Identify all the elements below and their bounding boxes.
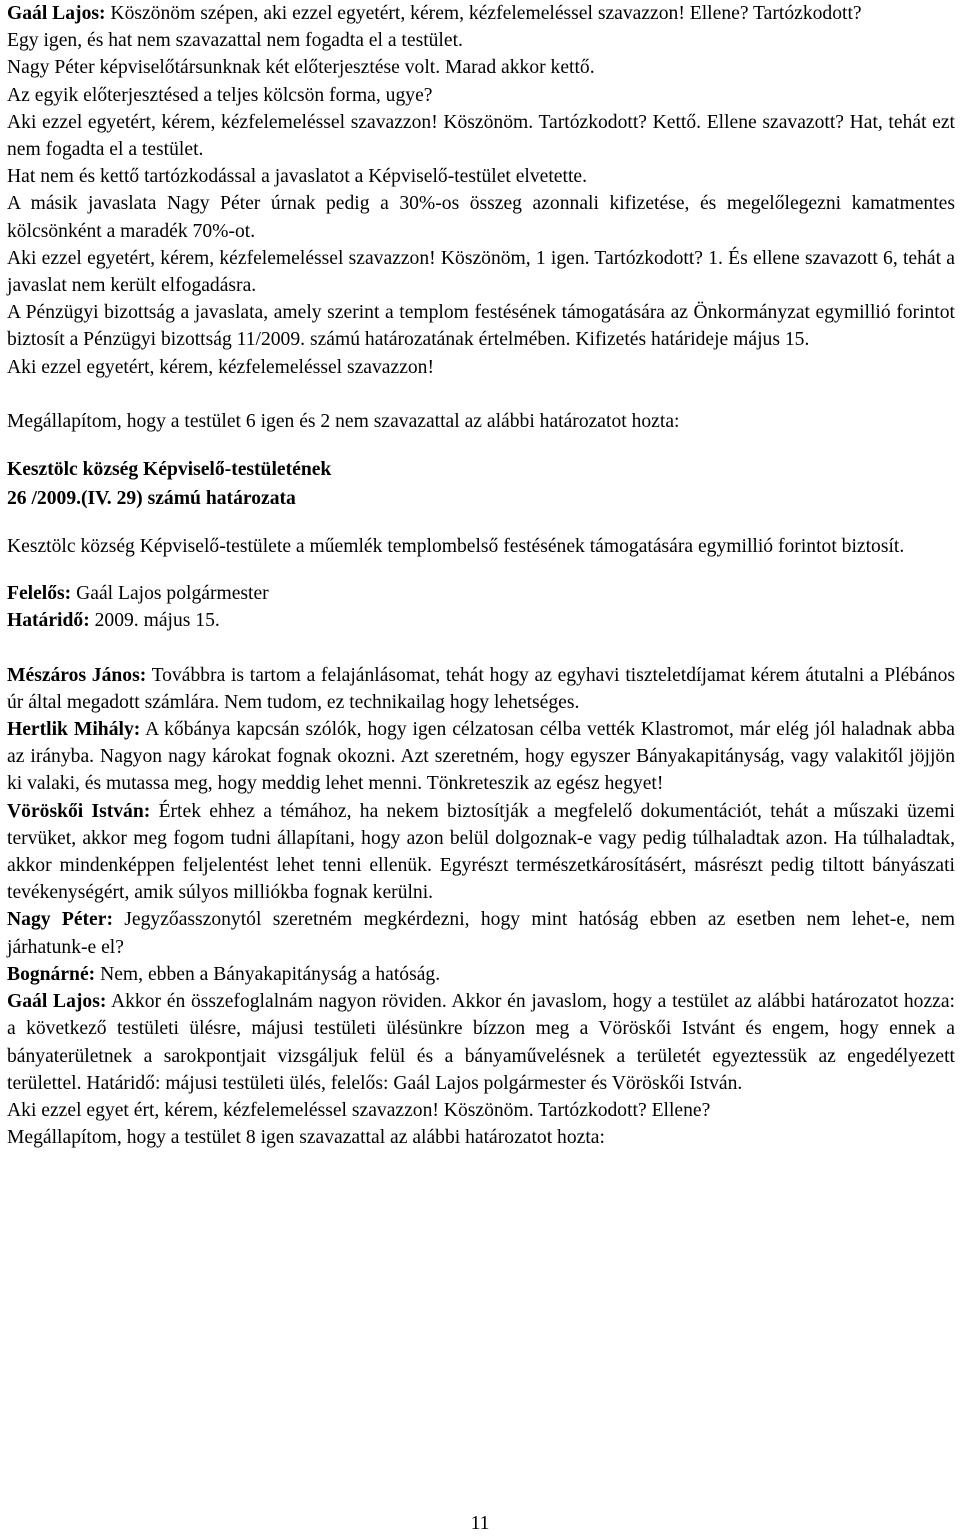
decision-title: Kesztölc község Képviselő-testületének: [7, 459, 332, 481]
deadline-label: Határidő:: [7, 610, 90, 632]
speaker-name: Bognárné:: [7, 963, 96, 985]
speaker-name: Vöröskői István:: [7, 800, 151, 822]
speech-text: Értek ehhez a témához, ha nekem biztosítják a megfelelő dokumentációt, tehát a műszaki üzemi tervüket, akkor meg fogom tudni állapítani, hogy azon belül dolgoznak-e vagy pedig túlhaladtak azon. Ha túlhaladtak, akkor mindenképpen feljelentést lehet tenni ellenük. Egyrészt természetkárosításért, másrészt pedig tiltott bányászati tevékenységért, amik súlyos milliókba fognak kerülni.: [7, 800, 955, 904]
paragraph: Megállapítom, hogy a testület 8 igen szavazattal az alábbi határozatot hozta:: [7, 1127, 605, 1149]
paragraph: A másik javaslata Nagy Péter úrnak pedig a 30%-os összeg azonnali kifizetése, és megelőlegezni kamatmentes kölcsönként a maradék 70%-ot.: [7, 193, 955, 242]
paragraph: Nagy Péter képviselőtársunknak két előterjesztése volt. Marad akkor kettő.: [7, 57, 595, 79]
paragraph: [7, 906, 955, 960]
document-page: [7, 0, 955, 1151]
paragraph: A Pénzügyi bizottság a javaslata, amely szerint a templom festésének támogatására az Önkormányzat egymillió forintot biztosít a Pénzügyi bizottság 11/2009. számú határozatának értelmében. Kifizetés határideje május 15.: [7, 302, 955, 351]
paragraph: Egy igen, és hat nem szavazattal nem fogadta el a testület.: [7, 30, 463, 52]
decision-responsible: [7, 580, 955, 607]
paragraph: Aki ezzel egyetért, kérem, kézfelemeléssel szavazzon!: [7, 356, 435, 378]
speaker-name: Mészáros János:: [7, 664, 147, 686]
paragraph: Aki ezzel egyetért, kérem, kézfelemeléssel szavazzon! Köszönöm, 1 igen. Tartózkodott? 1. És ellene szavazott 6, tehát a javaslat nem került elfogadásra.: [7, 247, 955, 297]
paragraph: Aki ezzel egyetért, kérem, kézfelemeléssel szavazzon! Köszönöm. Tartózkodott? Kettő. Ellene szavazott? Hat, tehát ezt nem fogadta el a testület.: [7, 111, 955, 161]
paragraph: [7, 798, 955, 907]
paragraph: Az egyik előterjesztésed a teljes kölcsön forma, ugye?: [7, 84, 433, 106]
paragraph: [7, 988, 955, 1097]
page-number: 11: [470, 1513, 490, 1534]
speech-text: Továbbra is tartom a felajánlásomat, tehát hogy az egyhavi tiszteletdíjamat kérem átutalni a Plébános úr által megadott számlára. Nem tudom, ez technikailag hogy lehetséges.: [7, 664, 955, 713]
speech-text: Nem, ebben a Bányakapitányság a hatóság.: [95, 963, 441, 985]
decision-intro: Megállapítom, hogy a testület 6 igen és 2 nem szavazattal az alábbi határozatot hozta:: [7, 410, 680, 432]
decision-deadline: [7, 607, 955, 634]
responsible-label: Felelős:: [7, 583, 72, 605]
speech-text: Akkor én összefoglalnám nagyon röviden. Akkor én javaslom, hogy a testület az alábbi határozatot hozza: a következő testületi ülésre, májusi testületi ülésünkre bízzon meg a Vöröskői Istvánt és engem, hogy ennek a bányaterületnek a sarokpontjait vizsgáljuk felül és a bányaművelésnek a területét egyeztessük az engedélyezett területtel. Határidő: májusi testületi ülés, felelős: Gaál Lajos polgármester és Vöröskői István.: [7, 991, 955, 1094]
paragraph: [7, 961, 955, 988]
decision-body: Kesztölc község Képviselő-testülete a műemlék templombelső festésének támogatására egymillió forintot biztosít.: [7, 536, 905, 558]
speech-text: A kőbánya kapcsán szólók, hogy igen célzatosan célba vették Klastromot, már elég jól haladnak abba az irányba. Nagyon nagy károkat fognak okozni. Azt szeretném, hogy egyszer Bányakapitányság, vagy valakitől jöjjön ki valaki, és mutassa meg, hogy meddig lehet menni. Tönkreteszik az egész hegyet!: [7, 719, 955, 795]
paragraph: [7, 716, 955, 798]
paragraph: [7, 662, 955, 716]
paragraph: Aki ezzel egyet ért, kérem, kézfelemeléssel szavazzon! Köszönöm. Tartózkodott? Ellene?: [7, 1099, 711, 1121]
responsible-value: Gaál Lajos polgármester: [71, 583, 269, 605]
speech-text: Köszönöm szépen, aki ezzel egyetért, kérem, kézfelemeléssel szavazzon! Ellene? Tartózkodott?: [105, 3, 862, 24]
decision-number: 26 /2009.(IV. 29) számú határozata: [7, 488, 296, 510]
speaker-name: Gaál Lajos:: [7, 991, 107, 1013]
speaker-name: Hertlik Mihály:: [7, 719, 141, 741]
speaker-name: Nagy Péter:: [7, 909, 113, 931]
speech-text: Jegyzőasszonytól szeretném megkérdezni, hogy mint hatóság ebben az esetben nem lehet-e, nem járhatunk-e el?: [7, 909, 955, 958]
speaker-name: Gaál Lajos:: [7, 3, 106, 24]
deadline-value: 2009. május 15.: [89, 610, 220, 632]
paragraph: Hat nem és kettő tartózkodással a javaslatot a Képviselő-testület elvetette.: [7, 166, 587, 188]
paragraph: [7, 0, 955, 27]
